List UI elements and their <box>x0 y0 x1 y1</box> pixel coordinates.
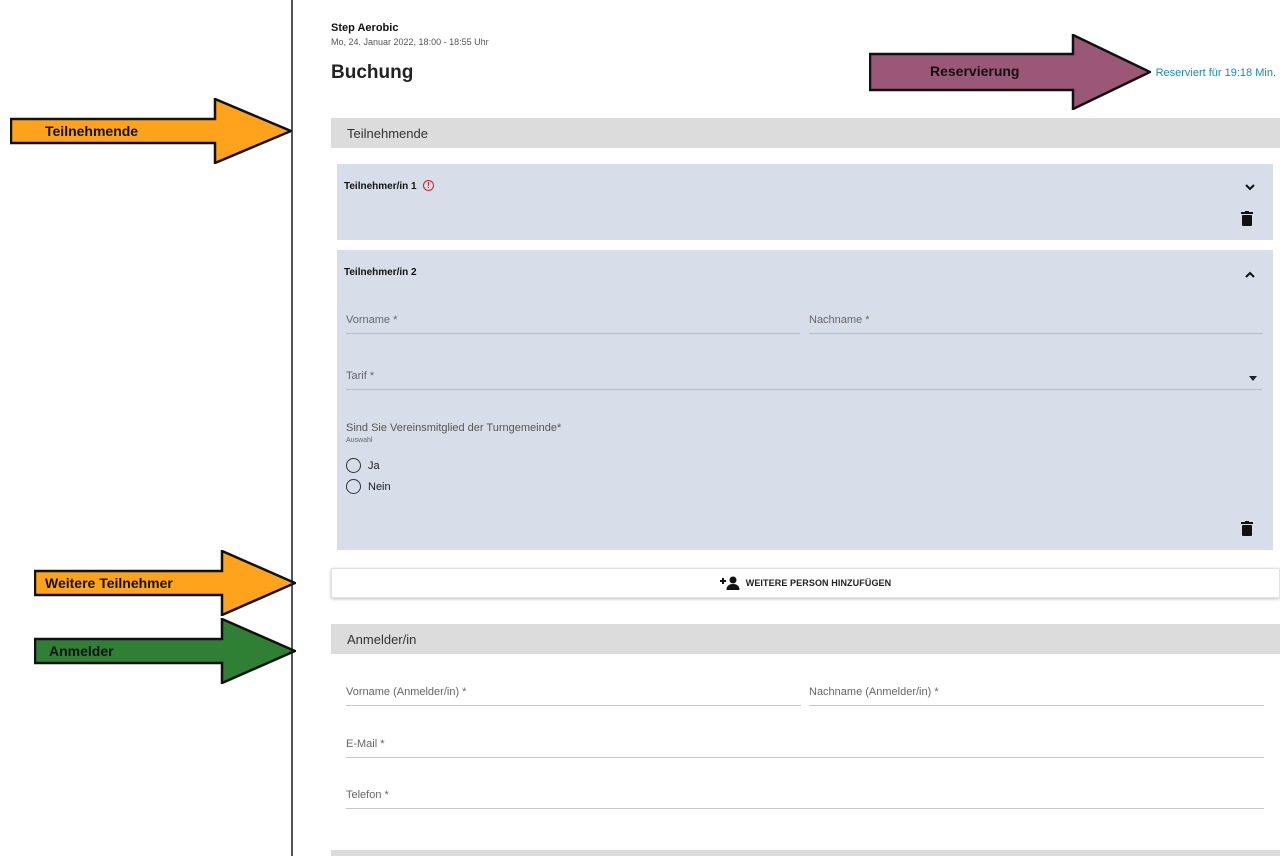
trash-icon[interactable] <box>1241 211 1253 226</box>
participant-1-panel[interactable] <box>337 164 1273 240</box>
radio-option-no[interactable] <box>346 479 391 494</box>
caret-down-icon <box>1249 376 1257 381</box>
annotation-label-anmelder: Anmelder <box>49 643 114 659</box>
annotation-arrow-anmelder <box>34 618 296 684</box>
participant-2-title: Teilnehmer/in 2 <box>344 267 417 278</box>
first-name-label: Vorname * <box>346 314 398 326</box>
membership-question: Sind Sie Vereinsmitglied der Turngemeinde* <box>346 422 562 434</box>
chevron-down-icon[interactable] <box>1244 181 1256 193</box>
registrant-email-label: E-Mail * <box>346 738 385 750</box>
registrant-first-name-label: Vorname (Anmelder/in) * <box>346 686 467 698</box>
participant-2-first-name-field[interactable] <box>346 310 800 334</box>
annotation-arrow-teilnehmende <box>10 98 292 164</box>
registrant-email-field[interactable] <box>346 734 1264 758</box>
reservation-timer: Reserviert für 19:18 Min. <box>1155 67 1276 79</box>
next-section-header <box>331 850 1280 856</box>
annotation-label-reservierung: Reservierung <box>930 63 1020 79</box>
participants-section-header <box>331 118 1280 148</box>
registrant-last-name-label: Nachname (Anmelder/in) * <box>809 686 939 698</box>
annotation-arrow-reservierung <box>869 34 1151 110</box>
tarif-label: Tarif * <box>346 370 375 382</box>
add-person-button-label: WEITERE PERSON HINZUFÜGEN <box>745 578 892 588</box>
add-person-button[interactable] <box>331 568 1280 598</box>
event-date: Mo, 24. Januar 2022, 18:00 - 18:55 Uhr <box>331 37 489 47</box>
add-person-icon <box>720 576 740 590</box>
chevron-up-icon[interactable] <box>1244 269 1256 281</box>
registrant-phone-label: Telefon * <box>346 789 389 801</box>
annotation-arrow-weitere-teilnehmer <box>34 550 296 616</box>
radio-button-no[interactable] <box>346 479 361 494</box>
annotation-label-teilnehmende: Teilnehmende <box>45 123 139 139</box>
radio-option-yes[interactable] <box>346 458 380 473</box>
membership-sublabel: Auswahl <box>346 437 373 444</box>
registrant-section-title: Anmelder/in <box>347 632 417 647</box>
participant-2-last-name-field[interactable] <box>809 310 1263 334</box>
page-title: Buchung <box>331 62 414 83</box>
warning-circle-icon: ! <box>423 180 434 191</box>
participant-1-title: Teilnehmer/in 1 <box>344 181 417 192</box>
registrant-first-name-field[interactable] <box>346 682 801 706</box>
participant-2-panel[interactable] <box>337 250 1273 550</box>
radio-label-yes: Ja <box>368 459 380 472</box>
event-title: Step Aerobic <box>331 22 399 34</box>
trash-icon[interactable] <box>1241 521 1253 536</box>
annotation-label-weitere-teilnehmer: Weitere Teilnehmer <box>45 575 173 591</box>
registrant-section-header <box>331 624 1280 654</box>
radio-button-yes[interactable] <box>346 458 361 473</box>
participant-2-tarif-select[interactable] <box>346 366 1262 390</box>
last-name-label: Nachname * <box>809 314 870 326</box>
radio-label-no: Nein <box>368 480 391 493</box>
registrant-last-name-field[interactable] <box>809 682 1264 706</box>
participants-section-title: Teilnehmende <box>347 126 428 141</box>
registrant-phone-field[interactable] <box>346 785 1264 809</box>
